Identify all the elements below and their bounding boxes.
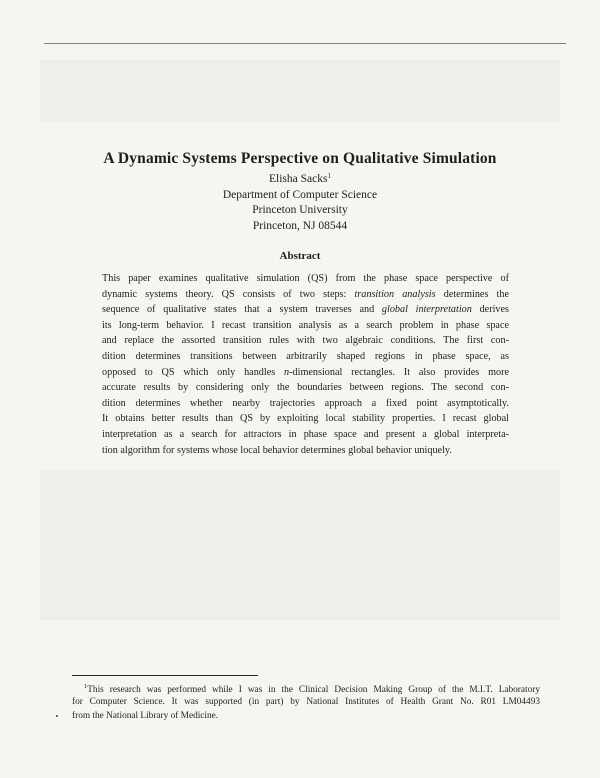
abstract-line: and replace the assorted transition rules with two algebraic conditions. The first con-: [102, 335, 509, 347]
author-name: Elisha Sacks: [269, 173, 328, 185]
abstract-line: accurate results by considering only the boundaries between regions. The second con-: [102, 382, 509, 394]
abstract-line: opposed to QS which only handles n-dimensional rectangles. It also provides more: [102, 366, 509, 378]
affiliation-university: Princeton University: [252, 204, 348, 216]
abstract-line: sequence of qualitative states that a system traverses and global interpretation derives: [102, 304, 509, 316]
footnote: [72, 680, 540, 724]
author-line: [0, 169, 600, 188]
abstract-line: tion algorithm for systems whose local behavior determines global behavior uniquely.: [102, 444, 452, 456]
math-n: n: [284, 366, 290, 378]
abstract-line: dynamic systems theory. QS consists of two steps: transition analysis determines the: [102, 288, 509, 300]
abstract-line: It obtains better results than QS by exploiting local stability properties. I recast global: [102, 413, 509, 425]
abstract-heading: Abstract: [279, 250, 321, 262]
paper-header: [0, 149, 600, 234]
footnote-line: $^1$This research was performed while I was in the Clinical Decision Making Group of the M.I.T. Laboratory: [84, 683, 540, 695]
abstract-line: its long-term behavior. I recast transition analysis as a search problem in phase space: [102, 319, 509, 331]
abstract-line: This paper examines qualitative simulation (QS) from the phase space perspective of: [102, 273, 509, 284]
footnote-line: from the National Library of Medicine.: [72, 711, 219, 721]
abstract-line: dition determines transitions between arbitrarily shaped regions in phase space, as: [102, 350, 509, 362]
scan-speck: [56, 715, 58, 717]
abstract-line: interpretation as a search for attractors in phase space and present a global interpreta-: [102, 428, 509, 440]
author-footnote-mark: 1: [327, 172, 331, 180]
term-transition-analysis: transition analysis: [354, 288, 436, 300]
header-rule: [44, 43, 566, 44]
term-global-interpretation: global interpretation: [381, 304, 472, 316]
paper-title: A Dynamic Systems Perspective on Qualitative Simulation: [103, 150, 497, 167]
footnote-line: for Computer Science. It was supported (in part) by National Institutes of Health Grant No. R01 LM04493: [72, 696, 540, 707]
affiliation-address: Princeton, NJ 08544: [252, 219, 348, 232]
show-through-shadow: [40, 470, 560, 620]
footnote-mark: 1: [84, 683, 88, 690]
show-through-shadow: [40, 60, 560, 122]
abstract-line: dition determines whether nearby trajectories approach a fixed point asymptotically.: [102, 397, 509, 409]
abstract-body: [102, 271, 509, 458]
affiliation-department: Department of Computer Science: [222, 188, 378, 201]
footnote-rule: [72, 675, 258, 676]
